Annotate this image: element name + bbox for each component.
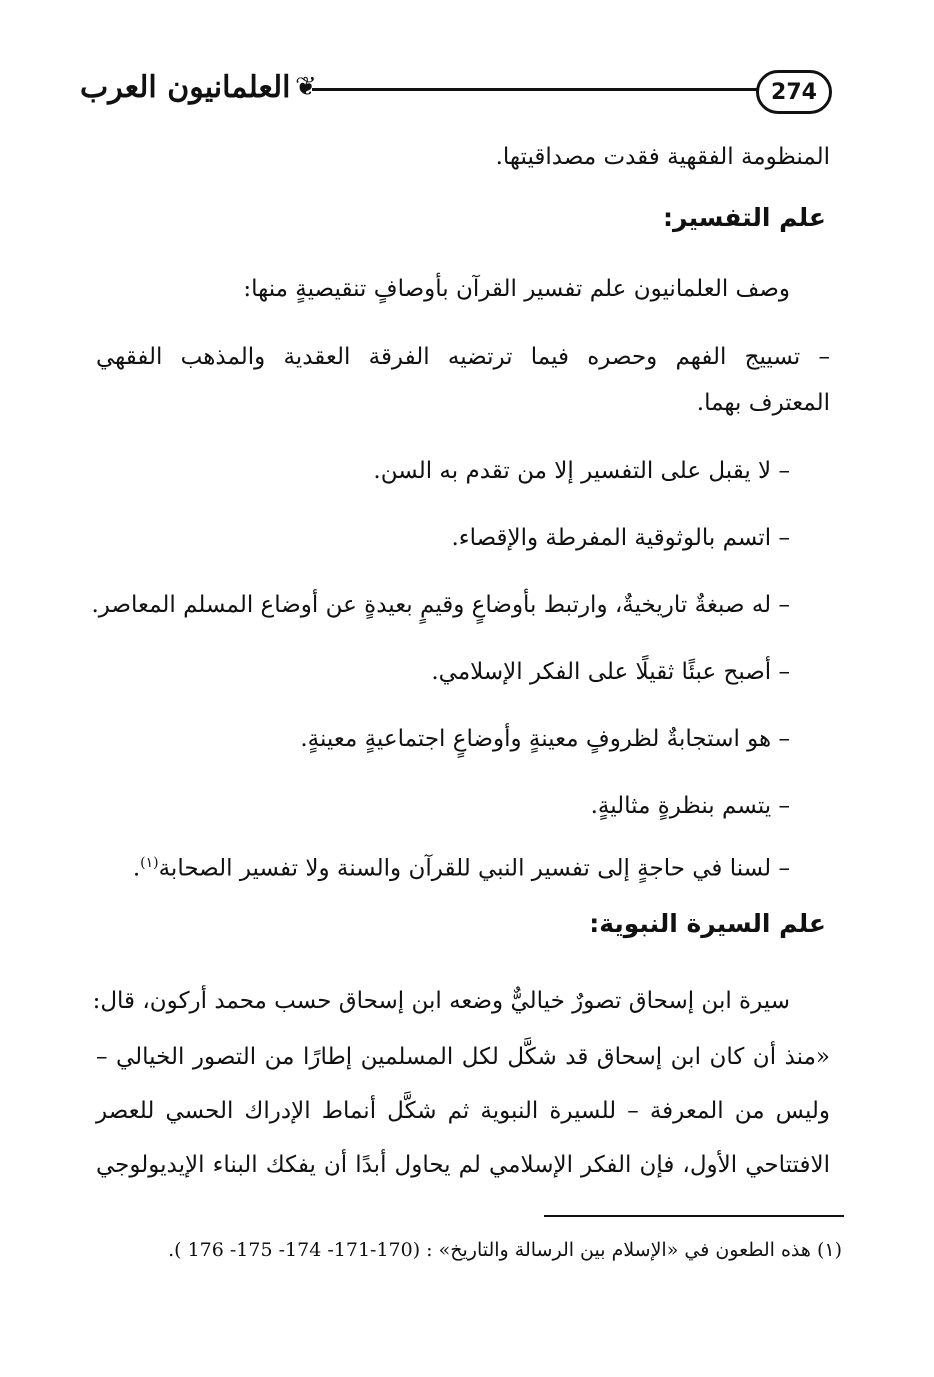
- list-item: – يتسم بنظرةٍ مثاليةٍ.: [590, 793, 790, 819]
- list-item: [133, 846, 790, 886]
- list-item: – اتسم بالوثوقية المفرطة والإقصاء.: [451, 525, 790, 551]
- book-title: العلمانيون العرب: [80, 70, 291, 105]
- list-item: – هو استجابةٌ لظروفٍ معينةٍ وأوضاعٍ اجتماعيةٍ معينةٍ.: [300, 726, 790, 752]
- body-paragraph-line: وليس من المعرفة – للسيرة النبوية ثم شكَّل أنماط الإدراك الحسي للعصر: [96, 1098, 830, 1124]
- page-number-badge: [756, 70, 832, 114]
- page-number: 274: [771, 79, 817, 105]
- floral-ornament-icon: ❦: [295, 72, 317, 102]
- body-paragraph-line: سيرة ابن إسحاق تصورٌ خياليٌّ وضعه ابن إسحاق حسب محمد أركون، قال:: [92, 988, 790, 1014]
- footnote-reference: (١): [140, 855, 159, 871]
- header-rule: [312, 88, 764, 91]
- body-paragraph-line: الافتتاحي الأول، فإن الفكر الإسلامي لم يحاول أبدًا أن يفكك البناء الإيديولوجي: [96, 1152, 830, 1178]
- body-paragraph: وصف العلمانيون علم تفسير القرآن بأوصافٍ تنقيصيةٍ منها:: [243, 276, 790, 302]
- list-item-continuation: المعترف بهما.: [696, 390, 830, 416]
- list-item: – تسييج الفهم وحصره فيما ترتضيه الفرقة العقدية والمذهب الفقهي: [96, 344, 830, 370]
- body-paragraph-line: «منذ أن كان ابن إسحاق قد شكَّل لكل المسلمين إطارًا من التصور الخيالي –: [96, 1044, 830, 1070]
- body-line: المنظومة الفقهية فقدت مصداقيتها.: [495, 144, 830, 170]
- footnote-rule: [544, 1215, 844, 1217]
- list-item: – لا يقبل على التفسير إلا من تقدم به السن.: [373, 458, 790, 484]
- footnote: (١) هذه الطعون في «الإسلام بين الرسالة والتاريخ» : (170-171- 174- 175- 176 ).: [168, 1239, 842, 1261]
- list-item: – له صبغةٌ تاريخيةٌ، وارتبط بأوضاعٍ وقيمٍ بعيدةٍ عن أوضاع المسلم المعاصر.: [91, 592, 790, 618]
- list-item-end: .: [132, 855, 141, 882]
- list-item: – أصبح عبئًا ثقيلًا على الفكر الإسلامي.: [431, 659, 790, 685]
- page-header: [80, 66, 840, 116]
- list-item-text: – لسنا في حاجةٍ إلى تفسير النبي للقرآن والسنة ولا تفسير الصحابة: [158, 855, 790, 882]
- section-heading: علم السيرة النبوية:: [589, 909, 826, 938]
- section-heading: علم التفسير:: [663, 203, 826, 232]
